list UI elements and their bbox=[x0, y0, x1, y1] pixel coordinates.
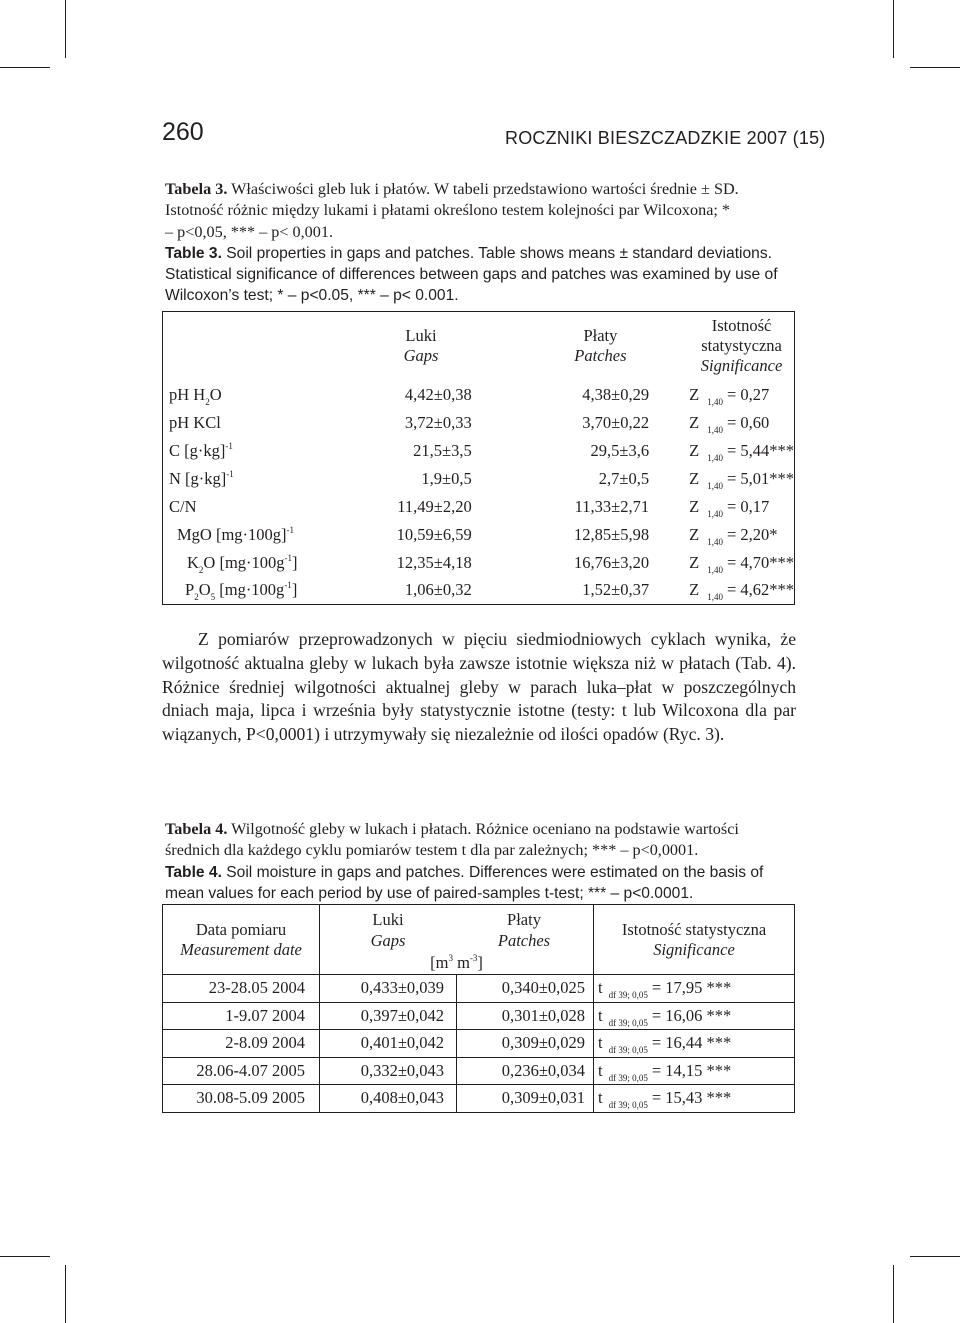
table3-z-stat: Z $_{1,40}$ = 2,20* bbox=[689, 524, 778, 547]
table4-patches-value: 0,340±0,025 bbox=[457, 975, 594, 1003]
table3-patches-value: 16,76±3,20 bbox=[574, 552, 650, 572]
table4-date: 23-28.05 2004 bbox=[163, 975, 320, 1003]
table4-caption-en-label: Table 4. bbox=[165, 863, 222, 881]
table3-z-stat: Z $_{1,40}$ = 4,62*** bbox=[689, 580, 794, 603]
table3-parameter: $P_2O_5$ $[mg\cdot 100g^{-1}]$ bbox=[185, 580, 298, 603]
table4-patches-value: 0,309±0,029 bbox=[457, 1030, 594, 1058]
crop-mark-top-right-h bbox=[910, 67, 960, 68]
table4-t-stat: t $_{df 39; 0,05}$ = 17,95 *** bbox=[594, 975, 795, 1003]
table3-header-gaps: Luki bbox=[405, 326, 437, 346]
table3-patches-value: 29,5±3,6 bbox=[590, 440, 650, 460]
table3-patches-value: 3,70±0,22 bbox=[582, 412, 650, 432]
body-paragraph: Z pomiarów przeprowadzonych w pięciu siedmiodniowych cyklach wynika, że wilgotność aktualna gleby w lukach była zawsze istotnie większa niż w płatach (Tab. 4). Różnice średniej wilgotności aktualnej gleby w parach luka–płat w poszczególnych dniach maja, lipca i września były statystycznie istotne (testy: t lub Wilcoxona dla par wiązanych, P<0,0001) i utrzymywały się niezależnie od ilości opadów (Ryc. 3). bbox=[162, 629, 796, 745]
table4 bbox=[162, 904, 795, 1113]
table3-patches-value: 11,33±2,71 bbox=[574, 496, 650, 516]
table3-z-stat: Z $_{1,40}$ = 5,44*** bbox=[689, 440, 794, 463]
table3-gaps-value: 3,72±0,33 bbox=[404, 412, 472, 432]
table4-row bbox=[163, 1057, 795, 1085]
table3-parameter: N $[g\cdot kg]^{-1}$ bbox=[169, 468, 234, 488]
crop-mark-top-left bbox=[65, 0, 66, 58]
table3-gaps-value: 1,06±0,32 bbox=[404, 580, 472, 600]
table4-t-stat: t $_{df 39; 0,05}$ = 16,44 *** bbox=[594, 1030, 795, 1058]
table4-header-significance: Istotność statystyczna bbox=[621, 919, 767, 939]
table3-row bbox=[163, 437, 795, 465]
table3-caption: Tabela 3. Właściwości gleb luk i płatów. W tabeli przedstawiono wartości średnie ± SD. Istotność różnic między lukami i płatami określono testem kolejności par Wilcoxona; * – p<0,05, *** – p< 0,001. Table 3. Soil properties in gaps and patches. Table shows means ± standard deviations. Statistical significance of differences between gaps and patches was examined by use of Wilcoxon’s test; * – p<0.05, *** – p< 0.001. bbox=[165, 180, 778, 305]
table4-date: 30.08-5.09 2005 bbox=[163, 1085, 320, 1113]
table3-gaps-value: 4,42±0,38 bbox=[404, 384, 472, 404]
table4-t-stat: t $_{df 39; 0,05}$ = 16,06 *** bbox=[594, 1002, 795, 1030]
table3-row bbox=[163, 577, 795, 605]
table3-z-stat: Z $_{1,40}$ = 0,60 bbox=[689, 412, 770, 435]
table3-gaps-value: 21,5±3,5 bbox=[413, 440, 472, 460]
table4-t-stat: t $_{df 39; 0,05}$ = 15,43 *** bbox=[594, 1085, 795, 1113]
table4-header-row: Data pomiaru Measurement date Luki Gaps Płaty Patches [$m^3$ $m^{-3}$] Istotność statystyczna Significance bbox=[163, 905, 795, 975]
table3-parameter: pH KCl bbox=[169, 412, 221, 432]
table4-row bbox=[163, 975, 795, 1003]
table4-header-gaps: Luki bbox=[372, 909, 404, 929]
table3-row bbox=[163, 549, 795, 577]
table3-gaps-value: 12,35±4,18 bbox=[396, 552, 472, 572]
table3-gaps-value: 10,59±6,59 bbox=[396, 524, 472, 544]
table4-row bbox=[163, 1085, 795, 1113]
table3-parameter: $K_2O$ $[mg\cdot 100g^{-1}]$ bbox=[187, 552, 298, 575]
table4-date: 1-9.07 2004 bbox=[163, 1002, 320, 1030]
table4-gaps-value: 0,408±0,043 bbox=[320, 1085, 457, 1113]
table4-patches-value: 0,236±0,034 bbox=[457, 1057, 594, 1085]
table3-gaps-value: 1,9±0,5 bbox=[421, 468, 472, 488]
table3-header-row: Luki Gaps Płaty Patches Istotność statystyczna Significance bbox=[163, 312, 795, 381]
table4-patches-value: 0,309±0,031 bbox=[457, 1085, 594, 1113]
crop-mark-bottom-right-h bbox=[910, 1256, 960, 1257]
table3-patches-value: 4,38±0,29 bbox=[582, 384, 650, 404]
table4-row bbox=[163, 1030, 795, 1058]
table3-parameter: pH $H_2O$ bbox=[169, 384, 222, 407]
crop-mark-bottom-left bbox=[65, 1265, 66, 1323]
page-number: 260 bbox=[162, 118, 204, 146]
crop-mark-bottom-left-h bbox=[0, 1256, 50, 1257]
table3-gaps-value: 11,49±2,20 bbox=[397, 496, 472, 516]
table4-gaps-value: 0,433±0,039 bbox=[320, 975, 457, 1003]
table4-caption: Tabela 4. Wilgotność gleby w lukach i płatach. Różnice oceniano na podstawie wartości średnich dla każdego cyklu pomiarów testem t dla par zależnych; *** – p<0,0001. Table 4. Soil moisture in gaps and patches. Differences were estimated on the basis of mean values for each period by use of paired-samples t-test; *** – p<0.0001. bbox=[165, 820, 764, 902]
table4-date: 28.06-4.07 2005 bbox=[163, 1057, 320, 1085]
table4-caption-pl-label: Tabela 4. bbox=[165, 820, 228, 838]
table3-parameter: MgO $[mg\cdot 100g]^{-1}$ bbox=[177, 524, 295, 544]
table3-patches-value: 2,7±0,5 bbox=[598, 468, 650, 488]
table4-t-stat: t $_{df 39; 0,05}$ = 14,15 *** bbox=[594, 1057, 795, 1085]
table4-header-patches: Płaty bbox=[507, 909, 541, 929]
table4-date: 2-8.09 2004 bbox=[163, 1030, 320, 1058]
table3-z-stat: Z $_{1,40}$ = 4,70*** bbox=[689, 552, 794, 575]
table4-row bbox=[163, 1002, 795, 1030]
table3-row bbox=[163, 465, 795, 493]
crop-mark-top-right bbox=[893, 0, 894, 58]
table4-gaps-value: 0,401±0,042 bbox=[320, 1030, 457, 1058]
table3-row bbox=[163, 493, 795, 521]
table3-caption-pl-label: Tabela 3. bbox=[165, 180, 228, 198]
table3 bbox=[162, 311, 795, 605]
table3-header-significance: Istotność bbox=[711, 316, 772, 336]
table3-caption-en-label: Table 3. bbox=[165, 244, 222, 262]
table3-row bbox=[163, 381, 795, 409]
table3-header-patches: Płaty bbox=[583, 326, 618, 346]
table3-z-stat: Z $_{1,40}$ = 0,27 bbox=[689, 384, 770, 407]
table3-parameter: C $[g\cdot kg]^{-1}$ bbox=[169, 440, 233, 460]
table4-gaps-value: 0,397±0,042 bbox=[320, 1002, 457, 1030]
crop-mark-top-left-h bbox=[0, 67, 50, 68]
table4-header-unit: [$m^3$ $m^{-3}$] bbox=[430, 952, 483, 972]
journal-title: ROCZNIKI BIESZCZADZKIE 2007 (15) bbox=[505, 128, 826, 148]
table3-row bbox=[163, 409, 795, 437]
table4-patches-value: 0,301±0,028 bbox=[457, 1002, 594, 1030]
table3-row bbox=[163, 521, 795, 549]
table3-patches-value: 12,85±5,98 bbox=[574, 524, 650, 544]
table3-z-stat: Z $_{1,40}$ = 0,17 bbox=[689, 496, 770, 519]
crop-mark-bottom-right bbox=[893, 1265, 894, 1323]
table3-patches-value: 1,52±0,37 bbox=[582, 580, 650, 600]
table4-header-date: Data pomiaru bbox=[195, 919, 287, 939]
table4-gaps-value: 0,332±0,043 bbox=[320, 1057, 457, 1085]
table3-z-stat: Z $_{1,40}$ = 5,01*** bbox=[689, 468, 794, 491]
table3-parameter: C/N bbox=[169, 496, 197, 516]
